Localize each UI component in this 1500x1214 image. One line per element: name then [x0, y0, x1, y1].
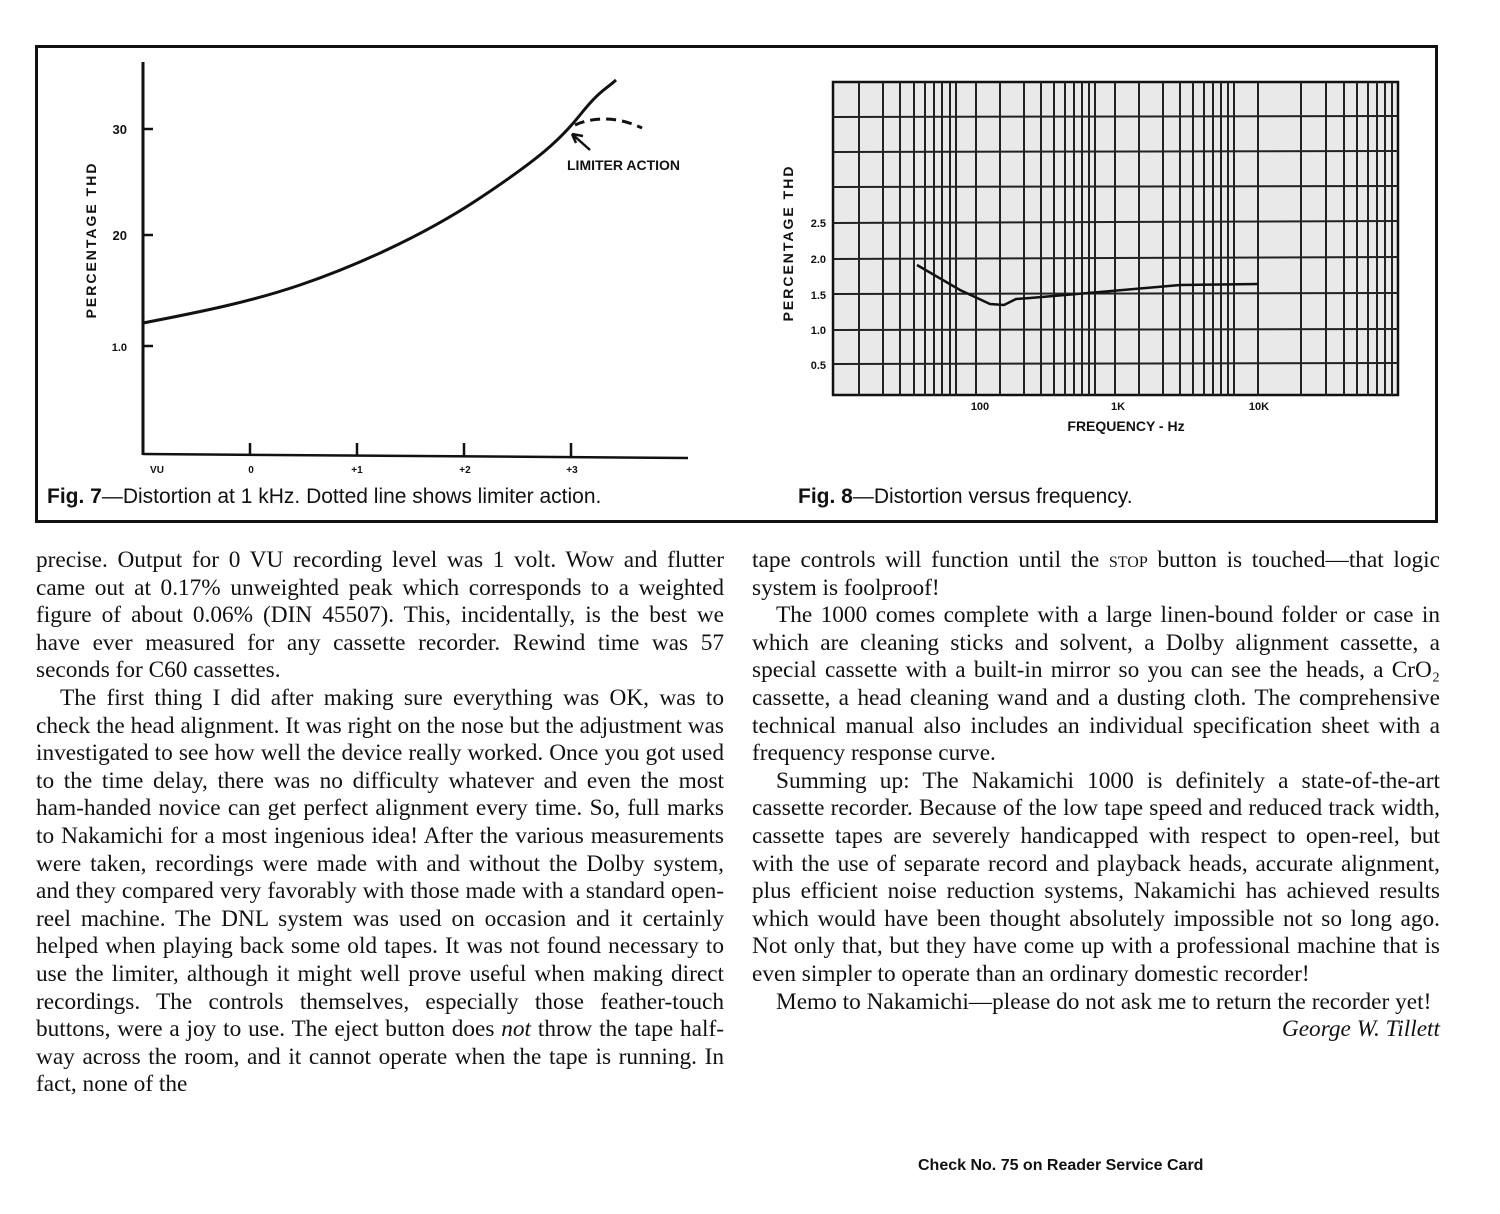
fig7-y-axis-label	[83, 162, 99, 319]
fig7-ytick: 30	[112, 122, 127, 137]
paragraph: Memo to Nakamichi—please do not ask me to return the recorder yet! George W. Tillett	[776, 988, 1440, 1043]
fig8-y-axis-label	[780, 165, 796, 322]
fig8-ytick: 2.0	[810, 254, 826, 266]
emphasis: not	[501, 1016, 532, 1043]
fig8-caption-text: —Distortion versus frequency.	[852, 485, 1133, 508]
stop-smallcaps: stop	[1108, 547, 1148, 573]
fig8-xtick: 100	[970, 401, 990, 413]
fig7-thd-curve	[143, 80, 616, 323]
fig8-caption-label: Fig. 8	[798, 485, 853, 508]
fig7-limiter-curve	[575, 119, 642, 128]
fig7-xtick: 0	[248, 465, 254, 476]
paragraph: precise. Output for 0 VU recording level was 1 volt. Wow and flutter came out at 0.17% unweighted peak which corresponds to a weighted figure of about 0.06% (DIN 45507). This, incidentally, is the best we have ever measured for any cassette recorder. Rewind time was 57 seconds for C60 cassettes.	[36, 547, 724, 684]
fig7-xtick: +1	[351, 465, 363, 476]
fig7-ytick: 1.0	[111, 342, 127, 354]
fig8-chart	[760, 60, 1460, 460]
limiter-annotation: LIMITER ACTION	[567, 157, 681, 173]
fig8-ytick: 2.5	[810, 218, 826, 230]
svg-text:PERCENTAGE THD: PERCENTAGE THD	[83, 161, 99, 319]
article-right-column	[752, 547, 1440, 1044]
fig7-xtick: +3	[566, 465, 578, 476]
fig7-caption-label: Fig. 7	[47, 485, 102, 508]
fig7-ytick: 20	[112, 228, 127, 243]
fig7-xtick: VU	[150, 465, 164, 476]
paragraph: tape controls will function until the stop button is touched—that logic system is foolproof!	[752, 547, 1440, 601]
svg-text:PERCENTAGE THD: PERCENTAGE THD	[780, 164, 796, 322]
paragraph: The first thing I did after making sure everything was OK, was to check the head alignment. It was right on the nose but the adjustment was investigated to see how well the device really worked. Once you got used to the time delay, there was no difficulty whatever and even the most ham-handed novice can get perfect alignment every time. So, full marks to Nakamichi for a most ingenious idea! After the various measurements were taken, recordings were made with and without the Dolby system, and they compared very favorably with those made with a standard open-reel machine. The DNL system was used on occasion and it certainly helped when playing back some old tapes. It was not found necessary to use the limiter, although it might well prove useful when making direct recordings. The controls themselves, especially those feather-touch buttons, were a joy to use. The eject button does not throw the tape half-way across the room, and it cannot operate when the tape is running. In fact, none of the	[36, 684, 724, 1098]
fig8-ytick: 1.5	[810, 290, 826, 302]
paragraph: The 1000 comes complete with a large linen-bound folder or case in which are cleaning sticks and solvent, a Dolby alignment cassette, a special cassette with a built-in mirror so you can see the heads, a CrO₂ cassette, a head cleaning wand and a dusting cloth. The comprehensive technical manual also includes an individual specification sheet with a frequency response curve.	[752, 602, 1440, 767]
fig7-caption	[47, 485, 601, 509]
fig8-ytick: 1.0	[810, 325, 826, 337]
fig8-caption	[798, 485, 1133, 509]
fig8-xtick: 10K	[1248, 401, 1270, 413]
author-signature: George W. Tillett	[1281, 1016, 1440, 1043]
fig7-chart	[0, 0, 740, 520]
article-left-column	[36, 547, 724, 1099]
paragraph: Summing up: The Nakamichi 1000 is definitely a state-of-the-art cassette recorder. Because of the low tape speed and reduced track width, cassette tapes are severely handicapped with respect to open-reel, but with the use of separate record and playback heads, accurate alignment, plus efficient noise reduction systems, Nakamichi has achieved results which would have been thought absolutely impossible not so long ago. Not only that, but they have come up with a professional machine that is even simpler to operate than an ordinary domestic recorder!	[752, 767, 1440, 987]
fig8-xtick: 1K	[1110, 401, 1126, 413]
fig7-caption-text: —Distortion at 1 kHz. Dotted line shows limiter action.	[101, 485, 602, 508]
arrow-icon	[572, 134, 590, 150]
fig8-x-axis-label: FREQUENCY - Hz	[1067, 418, 1185, 434]
fig8-ytick: 0.5	[810, 360, 826, 372]
reader-service-note: Check No. 75 on Reader Service Card	[918, 1157, 1204, 1174]
fig7-xtick: +2	[459, 465, 471, 476]
